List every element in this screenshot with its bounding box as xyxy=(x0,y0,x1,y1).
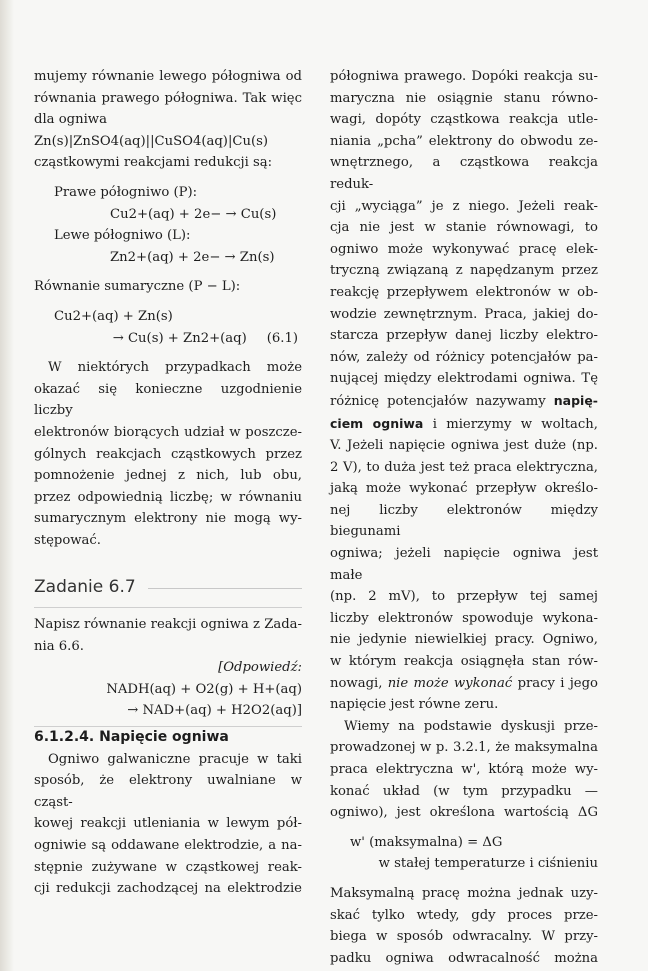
text-line-with-emphasis xyxy=(330,673,598,695)
task-text-line: Napisz równanie reakcji ogniwa z Zada- xyxy=(34,617,302,633)
work-equation: w' (maksymalna) = ΔG xyxy=(350,834,503,850)
answer-line1: NADH(aq) + O2(g) + H+(aq) xyxy=(106,681,302,697)
text-line: padku ogniwa odwracalność można xyxy=(330,950,598,966)
left-half-cell-equation: Zn2+(aq) + 2e− → Zn(s) xyxy=(110,249,275,265)
text-line: ogniwo), jest określona wartością ΔG xyxy=(330,805,598,821)
text-line: liczby elektronów spowoduje wykona- xyxy=(330,610,598,626)
task-box xyxy=(34,607,302,727)
task-text-line: nia 6.6. xyxy=(34,638,84,654)
text-line: równania prawego półogniwa. Tak więc xyxy=(34,90,302,106)
text-line: przez odpowiednią liczbę; w równaniu xyxy=(34,489,302,505)
text-line: cja nie jest w stanie równowagi, to xyxy=(330,220,598,236)
text-line: maryczna nie osiągnie stanu równo- xyxy=(330,90,598,106)
text-line: nej liczby elektronów między biegunami xyxy=(330,502,598,540)
text-line: nującej między elektrodami ogniwa. Tę xyxy=(330,371,598,387)
page-binding-shadow xyxy=(0,0,14,971)
text-line: stępować. xyxy=(34,532,101,548)
task-header xyxy=(34,577,302,599)
text-line-with-term xyxy=(330,413,598,436)
text-line: ogniwa; jeżeli napięcie ogniwa jest małe xyxy=(330,546,598,583)
equation-condition: w stałej temperaturze i ciśnieniu xyxy=(378,856,598,872)
text-line: mujemy równanie lewego półogniwa od xyxy=(34,69,302,84)
text-line: praca elektryczna w', którą może wy- xyxy=(330,762,598,777)
right-column xyxy=(330,66,598,969)
text-line: prowadzonej w p. 3.2.1, że maksymalna xyxy=(330,740,598,756)
summary-equation-line1: Cu2+(aq) + Zn(s) xyxy=(54,308,173,324)
text-line: dla ogniwa xyxy=(34,112,107,128)
text-line-with-term xyxy=(330,390,598,413)
cell-notation: Zn(s)|ZnSO4(aq)||CuSO4(aq)|Cu(s) xyxy=(34,133,269,149)
text-line: 2 V), to duża jest też praca elektryczna, xyxy=(330,459,598,475)
text-line: Ogniwo galwaniczne pracuje w taki xyxy=(48,751,302,767)
left-half-cell-label: Lewe półogniwo (L): xyxy=(54,228,191,244)
text-line: cji „wyciąga” je z niego. Jeżeli reak- xyxy=(330,198,598,214)
text-line: V. Jeżeli napięcie ogniwa jest duże (np. xyxy=(330,438,598,454)
text-line: sumarycznym elektrony nie mogą wy- xyxy=(34,511,302,527)
text-line: skać tylko wtedy, gdy proces prze- xyxy=(330,907,598,923)
text-line: okazać się konieczne uzgodnienie liczby xyxy=(34,381,302,419)
left-column xyxy=(34,66,302,900)
text-line: jaką może wykonać przepływ określo- xyxy=(330,481,598,497)
text-line: stępnie zużywane w cząstkowej reak- xyxy=(34,859,302,875)
summary-equation-label: Równanie sumaryczne (P − L): xyxy=(34,279,241,295)
task-rule xyxy=(148,588,302,589)
key-term: ciem ogniwa xyxy=(330,415,424,431)
text-line: cząstkowymi reakcjami redukcji są: xyxy=(34,155,273,171)
text-fragment: pracy i jego xyxy=(517,675,598,691)
text-line: półogniwa prawego. Dopóki reakcja su- xyxy=(330,69,598,84)
text-line: cji redukcji zachodzącej na elektrodzie xyxy=(34,881,302,897)
text-line: napięcie jest równe zeru. xyxy=(330,697,499,713)
text-line: biega w sposób odwracalny. W przy- xyxy=(330,929,598,945)
emphasis-text: nie może wykonać xyxy=(387,675,513,691)
task-title: Zadanie 6.7 xyxy=(34,577,136,598)
text-line: reakcję przepływem elektronów w ob- xyxy=(330,284,598,300)
equation-number: (6.1) xyxy=(266,330,298,346)
text-line: w którym reakcja osiągnęła stan rów- xyxy=(330,654,598,670)
text-line: konać układ (w tym przypadku — xyxy=(330,783,598,799)
summary-equation-line2-row xyxy=(34,328,302,350)
summary-equation-line2: → Cu(s) + Zn2+(aq) xyxy=(112,330,247,346)
text-line: gólnych reakcjach cząstkowych przez xyxy=(34,446,302,462)
text-fragment: i mierzymy w woltach, xyxy=(432,416,598,432)
text-line: pomnożenie jednej z nich, lub obu, xyxy=(34,468,302,484)
text-line: wnętrznego, a cząstkowa reakcja reduk- xyxy=(330,155,598,192)
text-line: starcza przepływ danej liczby elektro- xyxy=(330,328,598,344)
text-fragment: nowagi, xyxy=(330,675,383,691)
text-line: (np. 2 mV), to przepływ tej samej xyxy=(330,589,598,605)
text-line: nie jedynie niewielkiej pracy. Ogniwo, xyxy=(330,632,598,648)
text-line: niania „pcha” elektrony do obwodu ze- xyxy=(330,133,598,149)
text-line: nów, zależy od różnicy potencjałów pa- xyxy=(330,349,598,365)
text-line: Wiemy na podstawie dyskusji prze- xyxy=(344,718,598,734)
text-line: tryczną związaną z napędzanym przez xyxy=(330,263,598,279)
text-line: wodzie zewnętrznym. Praca, jakiej do- xyxy=(330,306,598,322)
text-line: ogniwo może wykonywać pracę elek- xyxy=(330,241,598,257)
section-title: 6.1.2.4. Napięcie ogniwa xyxy=(34,729,229,746)
answer-line2: → NAD+(aq) + H2O2(aq)] xyxy=(127,703,302,719)
text-line: Maksymalną pracę można jednak uzy- xyxy=(330,885,598,901)
right-half-cell-label: Prawe półogniwo (P): xyxy=(54,184,198,200)
text-line: ogniwie są oddawane elektrodzie, a na- xyxy=(34,838,302,853)
answer-label: [Odpowiedź: xyxy=(218,660,302,676)
text-line: kowej reakcji utleniania w lewym pół- xyxy=(34,816,302,832)
right-half-cell-equation: Cu2+(aq) + 2e− → Cu(s) xyxy=(110,206,277,222)
text-line: elektronów biorących udział w poszcze- xyxy=(34,424,302,440)
key-term: napię- xyxy=(553,392,598,408)
text-line: wagi, dopóty cząstkowa reakcja utle- xyxy=(330,112,598,128)
text-line: W niektórych przypadkach może xyxy=(48,360,302,376)
text-line: sposób, że elektrony uwalniane w cząst- xyxy=(34,773,302,810)
text-fragment: różnicę potencjałów nazywamy xyxy=(330,393,546,409)
